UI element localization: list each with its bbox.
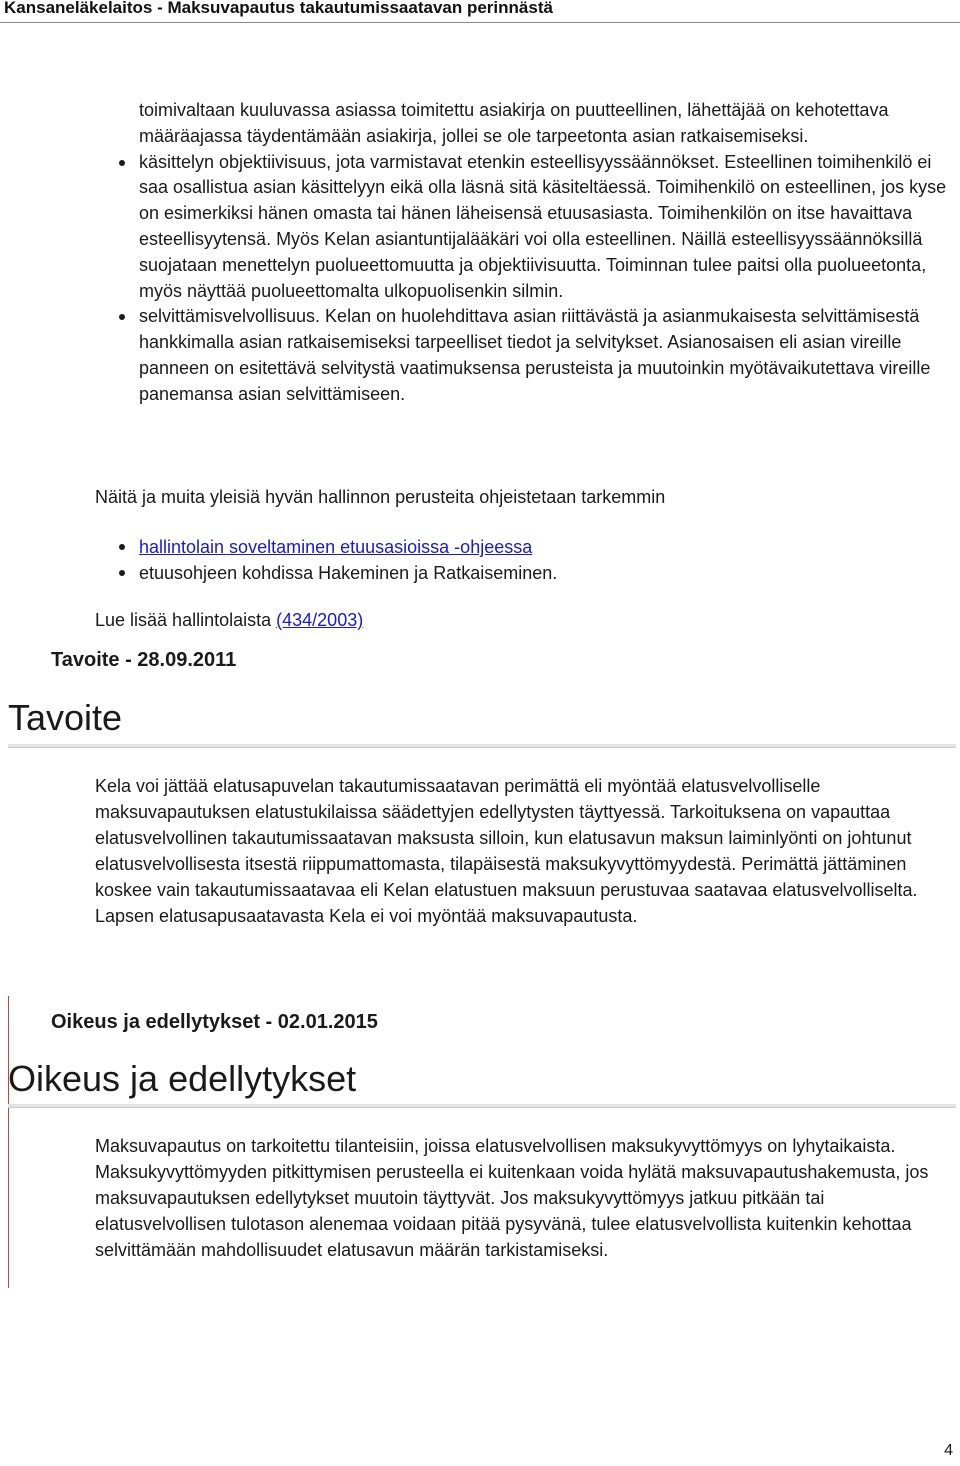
oikeus-heading: Oikeus ja edellytykset bbox=[8, 1058, 357, 1099]
margin-marker bbox=[8, 996, 9, 1288]
document-title: Kansaneläkelaitos - Maksuvapautus takautumissaatavan perinnästä bbox=[4, 0, 553, 17]
section-divider bbox=[8, 1104, 956, 1108]
page-header bbox=[0, 0, 960, 23]
tavoite-date-heading: Tavoite - 28.09.2011 bbox=[51, 649, 237, 671]
list-item: toimivaltaan kuuluvassa asiassa toimitettu asiakirja on puutteellinen, lähettäjää on kehotettava määräajassa täydentämään asiakirja, jollei se ole tarpeetonta asian ratkaisemiseksi. bbox=[139, 100, 889, 146]
principles-list bbox=[117, 98, 947, 408]
read-more-text: Lue lisää hallintolaista bbox=[95, 610, 272, 630]
list-item: käsittelyn objektiivisuus, jota varmistavat etenkin esteellisyyssäännökset. Esteellinen toimihenkilö ei saa osallistua asian käsittelyyn eikä olla läsnä sitä käsiteltäessä. Toimihenkilö on esteellinen, jos kyse on esimerkiksi hänen omasta tai hänen läheisensä etuusasiasta. Toimihenkilön on itse havaittava esteellisyytensä. Myös Kelan asiantuntijalääkäri voi olla esteellinen. Näillä esteellisyyssäännöksillä suojataan menettelyn puolueettomuutta ja objektiivisuutta. Toiminnan tulee paitsi olla puolueetonta, myös näyttää puolueettomalta ulkopuolisenkin silmin. bbox=[117, 150, 947, 305]
page-number: 4 bbox=[944, 1442, 953, 1459]
guideline-link[interactable]: hallintolain soveltaminen etuusasioissa -ohjeessa bbox=[139, 537, 533, 557]
tavoite-body: Kela voi jättää elatusapuvelan takautumissaatavan perimättä eli myöntää elatusvelvolliselle maksuvapautuksen elatustukilaissa säädettyjen edellytysten täyttyessä. Tarkoituksena on vapauttaa elatusvelvollinen takautumissaatavan maksusta silloin, kun elatusavun maksun laiminlyönti on johtunut elatusvelvollisesta itsestä riippumattomasta, tilapäisestä maksukyvyttömyydestä. Perimättä jättäminen koskee vain takautumissaatavaa eli Kelan elatustuen maksuun perustuvaa saatavaa elatusvelvolliselta. Lapsen elatusapusaatavasta Kela ei voi myöntää maksuvapautusta. bbox=[95, 776, 918, 926]
list-item bbox=[117, 534, 947, 560]
oikeus-body: Maksuvapautus on tarkoitettu tilanteisiin, joissa elatusvelvollisen maksukyvyttömyys on lyhytaikaista. Maksukyvyttömyyden pitkittymisen perusteella ei kuitenkaan voida hylätä maksuvapautushakemusta, jos maksuvapautuksen edellytykset muutoin täyttyvät. Jos maksukyvyttömyys jatkuu pitkään tai elatusvelvollisen tulotason alenemaa voidaan pitää pysyvänä, tulee elatusvelvollista kuitenkin kehottaa selvittämään mahdollisuudet elatusavun määrän tarkistamiseksi. bbox=[95, 1136, 929, 1260]
tavoite-heading: Tavoite bbox=[8, 697, 123, 738]
read-more bbox=[95, 607, 363, 633]
section-divider bbox=[8, 744, 956, 748]
oikeus-date-heading: Oikeus ja edellytykset - 02.01.2015 bbox=[51, 1011, 378, 1033]
guidance-list bbox=[117, 534, 947, 586]
guidance-intro: Näitä ja muita yleisiä hyvän hallinnon perusteita ohjeistetaan tarkemmin bbox=[95, 487, 666, 507]
list-item: etuusohjeen kohdissa Hakeminen ja Ratkaiseminen. bbox=[117, 560, 947, 586]
list-item: selvittämisvelvollisuus. Kelan on huolehdittava asian riittävästä ja asianmukaisesta selvittämisestä hankkimalla asian ratkaisemiseksi tarpeelliset tiedot ja selvitykset. Asianosaisen eli asian vireille panneen on esitettävä selvitystä vaatimuksensa perusteista ja muutoinkin myötävaikutettava vireille panemansa asian selvittämiseen. bbox=[117, 304, 947, 407]
law-link[interactable]: (434/2003) bbox=[276, 610, 364, 630]
